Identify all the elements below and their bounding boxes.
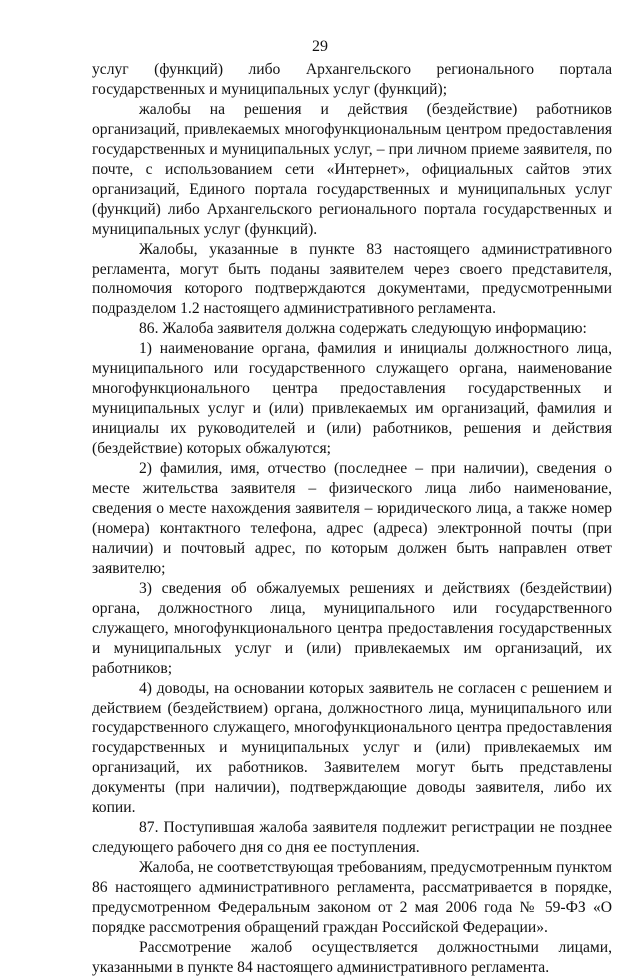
document-body [92, 60, 612, 978]
paragraph-6: 2) фамилия, имя, отчество (последнее – при наличии), сведения о месте жительства заявителя – физического лица либо наименование, сведения о месте нахождения заявителя – юридического лица, а также номер (номера) контактного телефона, адрес (адреса) электронной почты (при наличии) и почтовый адрес, по которым должен быть направлен ответ заявителю; [92, 460, 612, 577]
paragraph-4: 86. Жалоба заявителя должна содержать следующую информацию: [139, 320, 587, 338]
paragraph-9: 87. Поступившая жалоба заявителя подлежит регистрации не позднее следующего рабочего дня со дня ее поступления. [92, 819, 612, 857]
paragraph-8: 4) доводы, на основании которых заявитель не согласен с решением и действием (бездействием) органа, должностного лица, муниципального или государственного служащего, многофункционального центра предоставления государственных и муниципальных услуг и (или) привлекаемых им организаций, их работников. Заявителем могут быть представлены документы (при наличии), подтверждающие доводы заявителя, либо их копии. [92, 679, 612, 817]
paragraph-11: Рассмотрение жалоб осуществляется должностными лицами, указанными в пункте 84 настоящего административного регламента. [92, 938, 612, 976]
paragraph-10: Жалоба, не соответствующая требованиям, предусмотренным пунктом 86 настоящего административного регламента, рассматривается в порядке, предусмотренном Федеральным законом от 2 мая 2006 года № 59-ФЗ «О порядке рассмотрения обращений граждан Российской Федерации». [92, 859, 612, 936]
paragraph-7: 3) сведения об обжалуемых решениях и действиях (бездействии) органа, должностного лица, муниципального или государственного служащего, многофункционального центра предоставления государственных и муниципальных услуг и (или) привлекаемых им организаций, их работников; [92, 579, 612, 677]
page-number: 29 [312, 38, 328, 55]
paragraph-3: Жалобы, указанные в пункте 83 настоящего административного регламента, могут быть поданы заявителем через своего представителя, полномочия которого подтверждаются документами, предусмотренными подразделом 1.2 настоящего административного регламента. [92, 240, 612, 318]
paragraph-5: 1) наименование органа, фамилия и инициалы должностного лица, муниципального или государственного служащего органа, наименование многофункционального центра предоставления государственных и муниципальных услуг и (или) привлекаемых им организаций, фамилия и инициалы их руководителей и (или) работников, решения и действия (бездействие) которых обжалуются; [92, 340, 612, 458]
paragraph-1: услуг (функций) либо Архангельского регионального портала государственных и муниципальных услуг (функций); [92, 61, 612, 98]
paragraph-2: жалобы на решения и действия (бездействие) работников организаций, привлекаемых многофункциональным центром предоставления государственных и муниципальных услуг, – при личном приеме заявителя, по почте, с использованием сети «Интернет», официальных сайтов этих организаций, Единого портала государственных и муниципальных услуг (функций) либо Архангельского регионального портала государственных и муниципальных услуг (функций). [92, 100, 612, 238]
